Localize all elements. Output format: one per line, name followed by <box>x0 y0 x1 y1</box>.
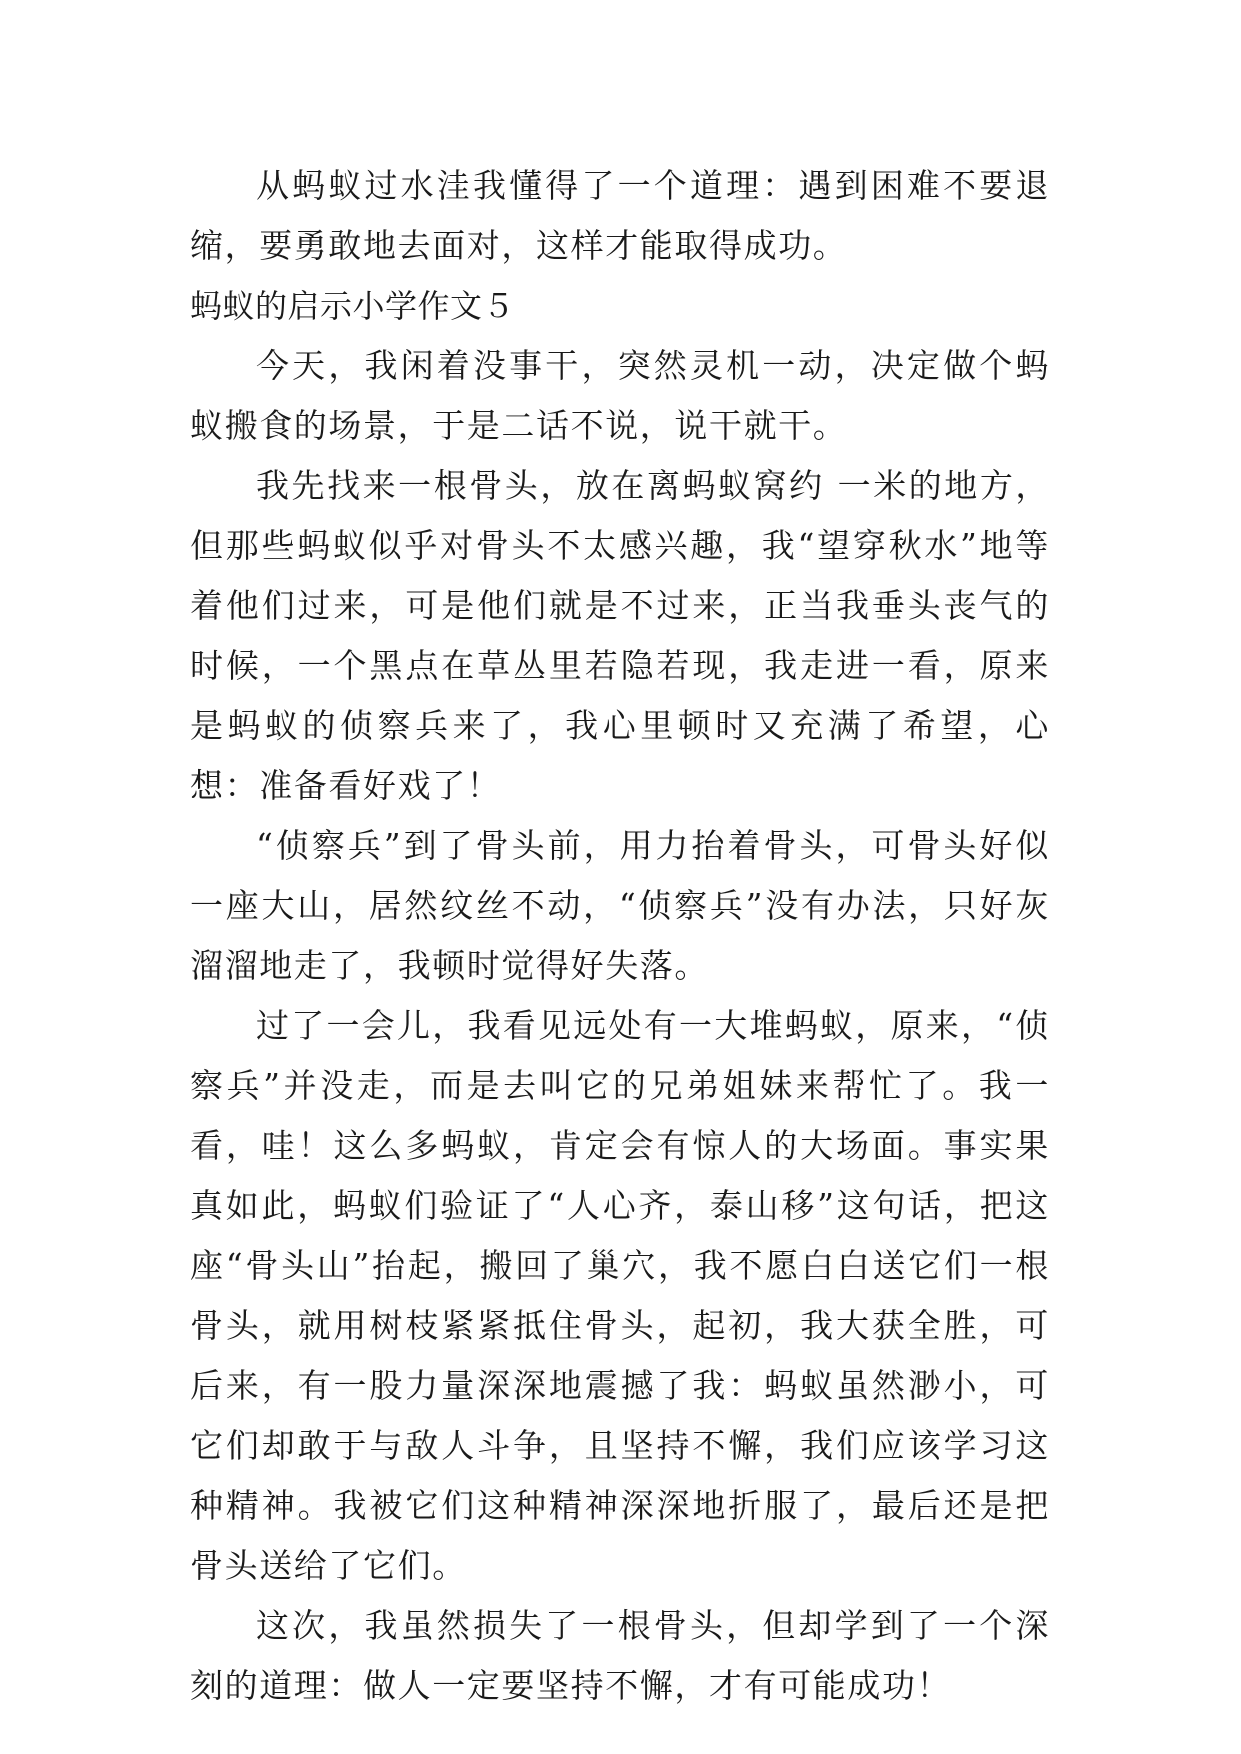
paragraph-crowd: 过了一会儿，我看见远处有一大堆蚂蚁，原来，“侦察兵”并没走，而是去叫它的兄弟姐妹来帮忙了。我一看，哇！这么多蚂蚁，肯定会有惊人的大场面。事实果真如此，蚂蚁们验证了“人心齐，泰山移”这句话，把这座“骨头山”抬起，搬回了巢穴，我不愿白白送它们一根骨头，就用树枝紧紧抵住骨头，起初，我大获全胜，可后来，有一股力量深深地震撼了我：蚂蚁虽然渺小，可它们却敢于与敌人斗争，且坚持不懈，我们应该学习这种精神。我被它们这种精神深深地折服了，最后还是把骨头送给了它们。 <box>190 1006 1050 1585</box>
paragraph-intro: 今天，我闲着没事干，突然灵机一动，决定做个蚂蚁搬食的场景，于是二话不说，说干就干。 <box>190 346 1050 445</box>
paragraph-bone: 我先找来一根骨头，放在离蚂蚁窝约 一米的地方，但那些蚂蚁似乎对骨头不太感兴趣，我“望穿秋水”地等着他们过来，可是他们就是不过来，正当我垂头丧气的时候，一个黑点在草丛里若隐若现，我走进一看，原来是蚂蚁的侦察兵来了，我心里顿时又充满了希望，心想：准备看好戏了！ <box>190 466 1050 805</box>
document-body <box>190 156 1050 1716</box>
section-heading: 蚂蚁的启示小学作文５ <box>190 287 516 325</box>
paragraph-conclusion: 这次，我虽然损失了一根骨头，但却学到了一个深刻的道理：做人一定要坚持不懈，才有可能成功！ <box>190 1606 1050 1705</box>
paragraph-scout: “侦察兵”到了骨头前，用力抬着骨头，可骨头好似一座大山，居然纹丝不动，“侦察兵”没有办法，只好灰溜溜地走了，我顿时觉得好失落。 <box>190 826 1050 985</box>
paragraph-conclusion-prev: 从蚂蚁过水洼我懂得了一个道理：遇到困难不要退缩，要勇敢地去面对，这样才能取得成功。 <box>190 166 1050 265</box>
